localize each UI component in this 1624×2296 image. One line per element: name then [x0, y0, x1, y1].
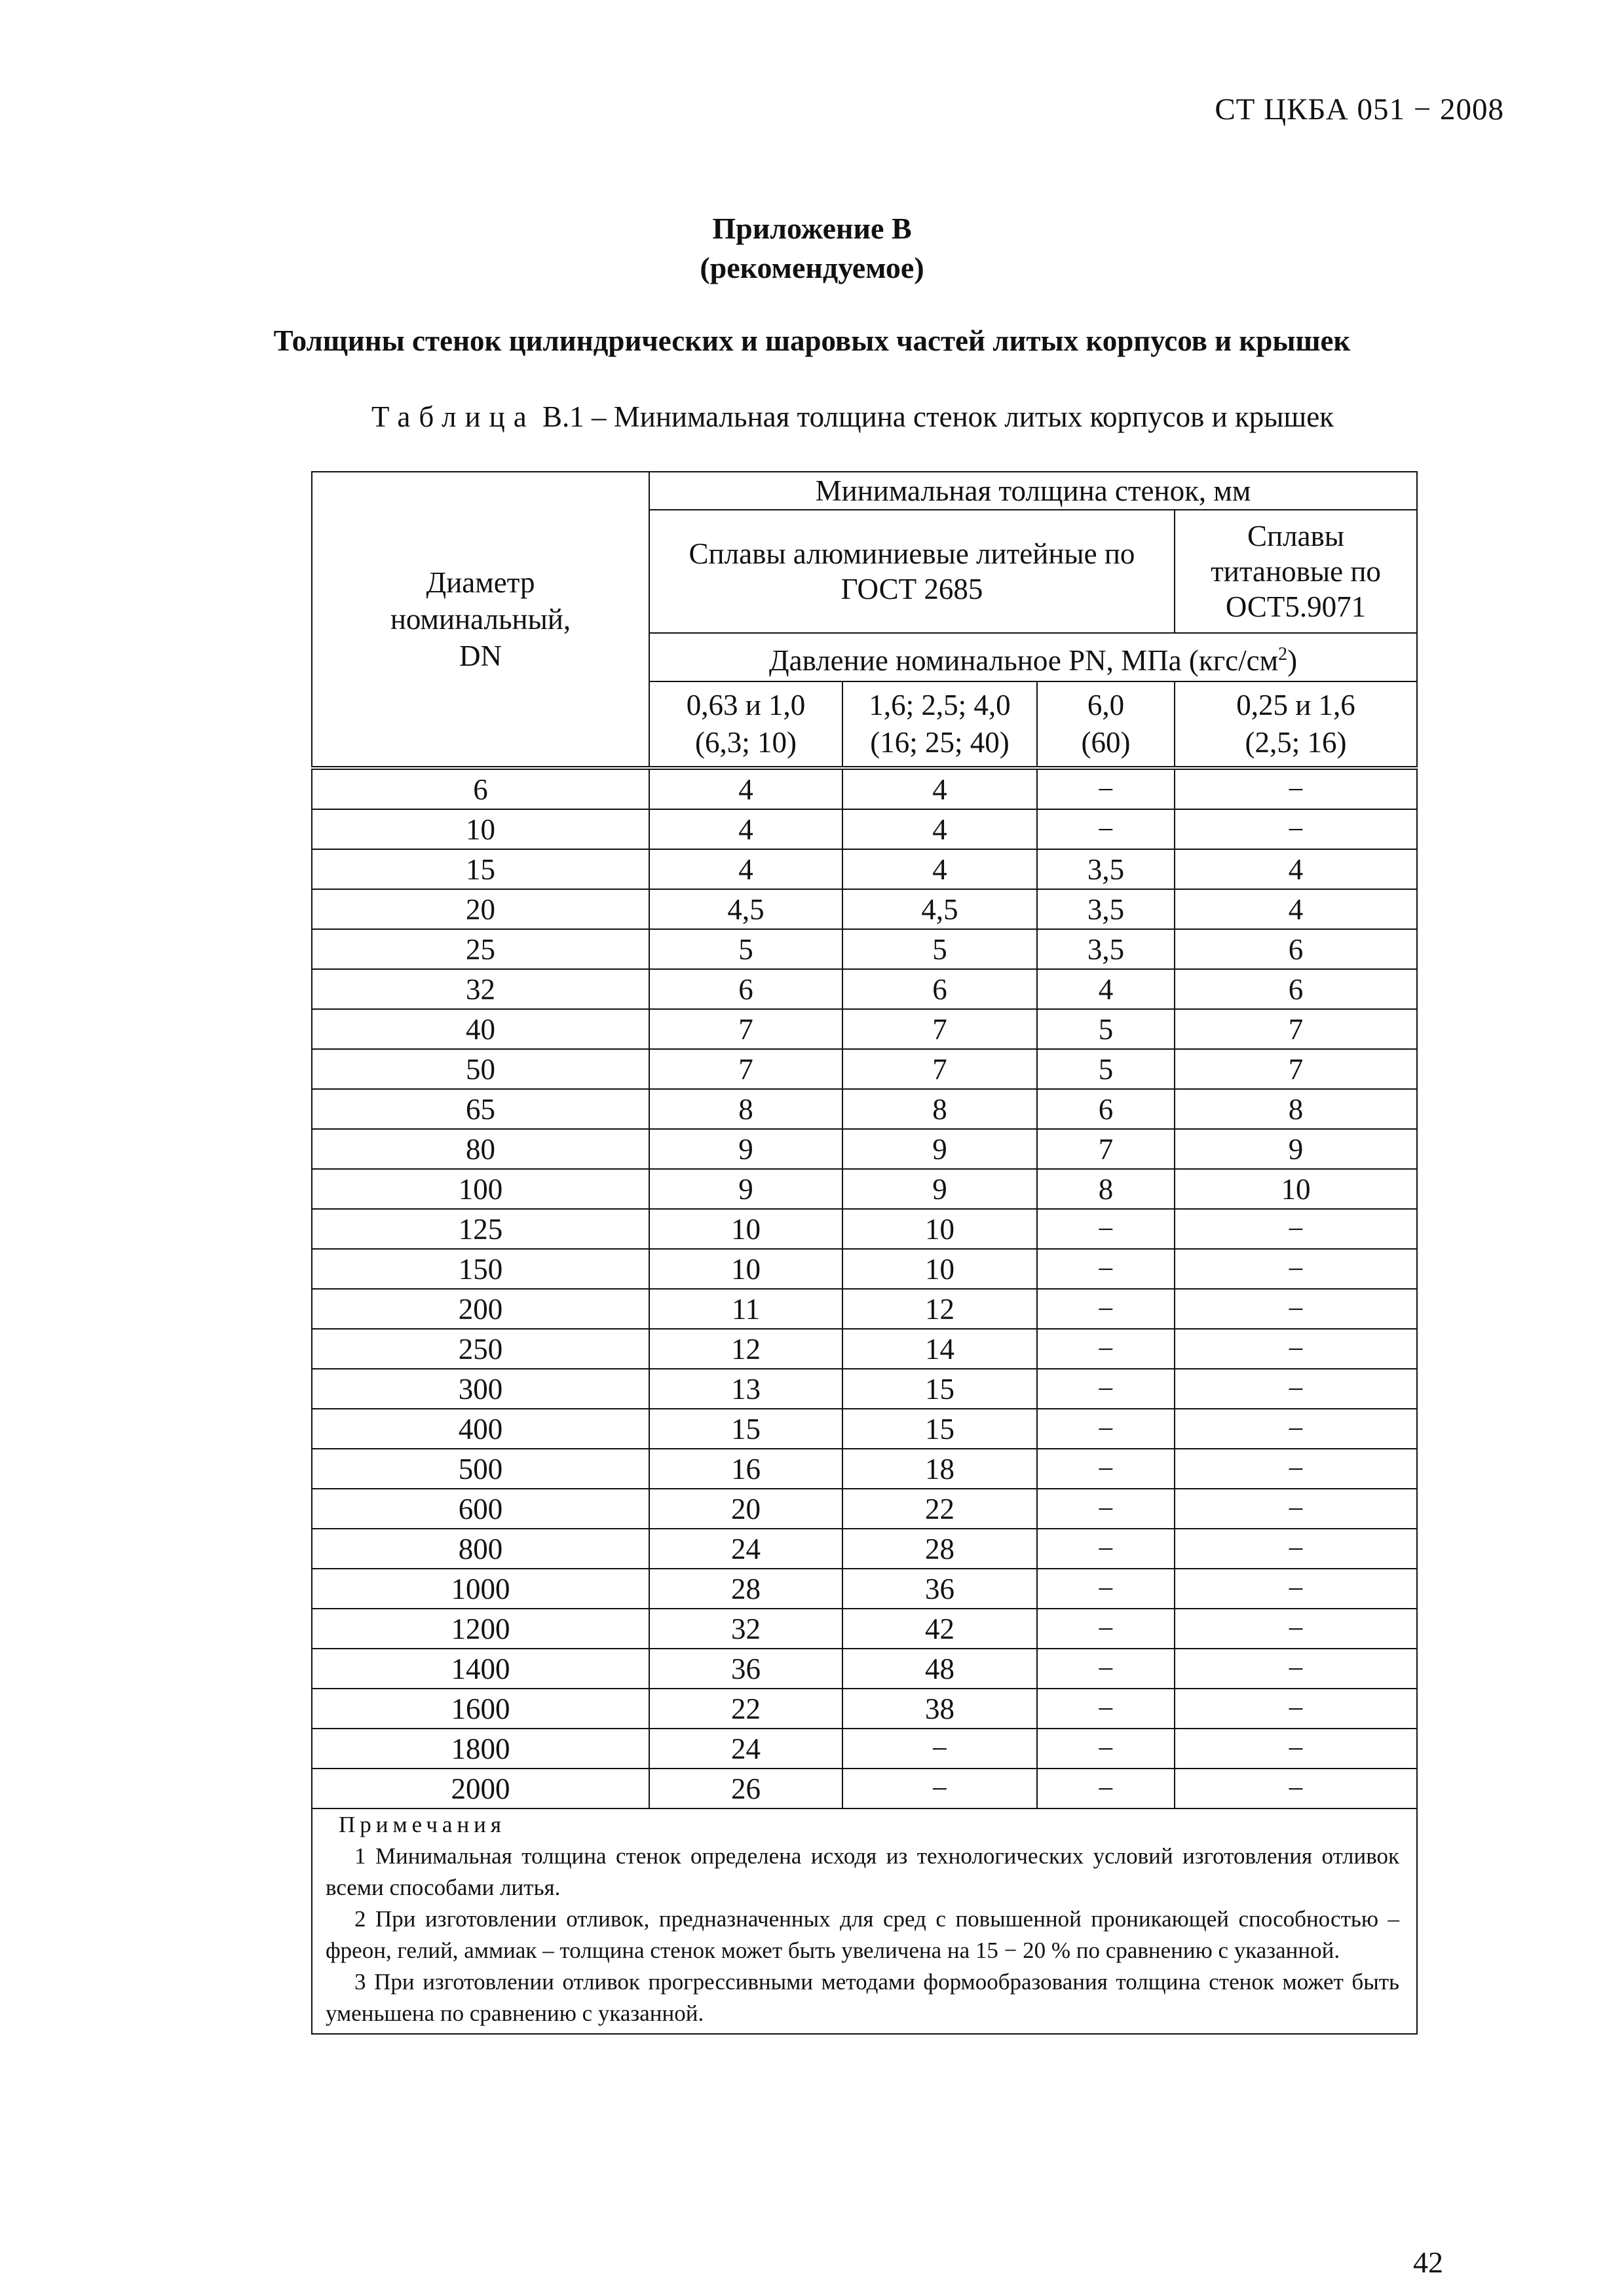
appendix-subtitle: (рекомендуемое): [700, 251, 924, 284]
table-row: [312, 1609, 1417, 1649]
table-row: [312, 969, 1417, 1009]
header-pressure-close: ): [1287, 643, 1298, 677]
cell-thickness: 7: [1037, 1129, 1175, 1169]
cell-thickness: 7: [649, 1009, 842, 1049]
notes-heading: Примечания: [339, 1812, 506, 1837]
header-pn-col-2-line2: (16; 25; 40): [870, 726, 1010, 759]
cell-thickness: 9: [649, 1129, 842, 1169]
header-pn-col-4-line1: 0,25 и 1,6: [1236, 689, 1355, 721]
table-row: [312, 889, 1417, 929]
cell-thickness: −: [1175, 1209, 1417, 1249]
note-item: 2 При изготовлении отливок, предназначенных для сред с повышенной проникающей способностью – фреон, гелий, аммиак – толщина стенок может быть увеличена на 15 − 20 % по сравнению с указанной.: [326, 1906, 1400, 1963]
cell-thickness: 4: [842, 768, 1037, 809]
cell-thickness: −: [1037, 1489, 1175, 1529]
cell-thickness: −: [1175, 1729, 1417, 1769]
header-pn-col-1: [649, 681, 842, 768]
table-row: [312, 768, 1417, 809]
table-row: [312, 1209, 1417, 1249]
cell-thickness: 48: [842, 1649, 1037, 1689]
cell-dn: 80: [312, 1129, 649, 1169]
cell-thickness: −: [1037, 1409, 1175, 1449]
cell-thickness: 15: [649, 1409, 842, 1449]
cell-thickness: 16: [649, 1449, 842, 1489]
cell-thickness: −: [1175, 1649, 1417, 1689]
header-ti-line1: Сплавы: [1247, 520, 1345, 552]
header-al-line2: ГОСТ 2685: [840, 573, 983, 605]
note-item: 1 Минимальная толщина стенок определена исходя из технологических условий изготовления отливок всеми способами литья.: [326, 1843, 1400, 1900]
cell-thickness: 7: [842, 1049, 1037, 1089]
cell-dn: 1400: [312, 1649, 649, 1689]
cell-thickness: 11: [649, 1289, 842, 1329]
cell-dn: 150: [312, 1249, 649, 1289]
cell-thickness: 36: [842, 1569, 1037, 1609]
cell-dn: 2000: [312, 1769, 649, 1808]
table-row: [312, 1769, 1417, 1808]
cell-thickness: 3,5: [1037, 849, 1175, 889]
header-pn-col-3: [1037, 681, 1175, 768]
cell-thickness: −: [1037, 1209, 1175, 1249]
cell-thickness: 7: [1175, 1049, 1417, 1089]
cell-dn: 500: [312, 1449, 649, 1489]
note-item: 3 При изготовлении отливок прогрессивными методами формообразования толщина стенок может быть уменьшена по сравнению с указанной.: [326, 1969, 1400, 2026]
cell-thickness: 5: [842, 929, 1037, 969]
table-row: [312, 809, 1417, 849]
header-pn-col-3-line1: 6,0: [1087, 689, 1125, 721]
header-pn-col-2-line1: 1,6; 2,5; 4,0: [869, 689, 1011, 721]
cell-thickness: 10: [649, 1209, 842, 1249]
cell-thickness: 4: [649, 768, 842, 809]
cell-thickness: 5: [1037, 1009, 1175, 1049]
cell-thickness: 7: [842, 1009, 1037, 1049]
cell-thickness: −: [1037, 1609, 1175, 1649]
header-titanium-alloys: [1175, 510, 1417, 633]
table-notes: [312, 1808, 1417, 2034]
table-caption-prefix: Таблица: [371, 400, 535, 433]
header-dn-line1: Диаметр: [426, 566, 535, 599]
table-row: [312, 1129, 1417, 1169]
cell-dn: 65: [312, 1089, 649, 1129]
cell-thickness: 10: [842, 1249, 1037, 1289]
cell-thickness: 26: [649, 1769, 842, 1808]
cell-thickness: 5: [649, 929, 842, 969]
cell-thickness: 6: [1175, 929, 1417, 969]
cell-dn: 1000: [312, 1569, 649, 1609]
cell-dn: 1200: [312, 1609, 649, 1649]
cell-thickness: −: [1037, 768, 1175, 809]
cell-thickness: −: [1175, 1329, 1417, 1369]
header-pn-col-1-line2: (6,3; 10): [695, 726, 797, 759]
cell-thickness: −: [1037, 1689, 1175, 1729]
cell-thickness: 15: [842, 1409, 1037, 1449]
cell-thickness: −: [1037, 1769, 1175, 1808]
cell-thickness: −: [1037, 1449, 1175, 1489]
cell-thickness: 20: [649, 1489, 842, 1529]
cell-dn: 800: [312, 1529, 649, 1569]
header-ti-line3: ОСТ5.9071: [1225, 590, 1367, 623]
cell-thickness: 6: [649, 969, 842, 1009]
cell-thickness: −: [1037, 1729, 1175, 1769]
cell-thickness: 13: [649, 1369, 842, 1409]
cell-dn: 600: [312, 1489, 649, 1529]
cell-thickness: 18: [842, 1449, 1037, 1489]
cell-thickness: 4: [1175, 889, 1417, 929]
table-row: [312, 1529, 1417, 1569]
cell-thickness: 4: [1037, 969, 1175, 1009]
cell-thickness: 8: [1175, 1089, 1417, 1129]
cell-thickness: 12: [649, 1329, 842, 1369]
cell-dn: 1600: [312, 1689, 649, 1729]
header-al-line1: Сплавы алюминиевые литейные по: [689, 537, 1135, 570]
cell-thickness: 4: [842, 809, 1037, 849]
cell-thickness: −: [1175, 1369, 1417, 1409]
header-dn-line3: DN: [459, 640, 502, 672]
cell-thickness: −: [1175, 1449, 1417, 1489]
header-pressure: [649, 633, 1417, 681]
cell-thickness: 10: [842, 1209, 1037, 1249]
cell-thickness: −: [1175, 1409, 1417, 1449]
cell-thickness: 9: [842, 1129, 1037, 1169]
appendix-title: Приложение В: [712, 212, 912, 245]
cell-dn: 250: [312, 1329, 649, 1369]
cell-thickness: 10: [649, 1249, 842, 1289]
cell-thickness: 4: [649, 849, 842, 889]
table-row: [312, 1049, 1417, 1089]
table-caption-text: В.1 – Минимальная толщина стенок литых корпусов и крышек: [542, 400, 1334, 433]
table-row: [312, 1249, 1417, 1289]
header-pressure-text: Давление номинальное PN, МПа (кгс/см: [768, 643, 1279, 677]
cell-dn: 10: [312, 809, 649, 849]
cell-dn: 15: [312, 849, 649, 889]
table-caption: [371, 400, 1334, 434]
header-dn: [312, 472, 649, 768]
table-row: [312, 1689, 1417, 1729]
table-row: [312, 1329, 1417, 1369]
cell-thickness: −: [1175, 1769, 1417, 1808]
cell-thickness: −: [1175, 1289, 1417, 1329]
cell-thickness: 32: [649, 1609, 842, 1649]
cell-thickness: 9: [649, 1169, 842, 1209]
cell-thickness: 7: [649, 1049, 842, 1089]
cell-thickness: 15: [842, 1369, 1037, 1409]
cell-dn: 400: [312, 1409, 649, 1449]
cell-thickness: 9: [1175, 1129, 1417, 1169]
header-ti-line2: титановые по: [1211, 555, 1381, 588]
cell-thickness: −: [1175, 1529, 1417, 1569]
cell-thickness: 28: [842, 1529, 1037, 1569]
cell-thickness: −: [1175, 809, 1417, 849]
cell-thickness: 6: [842, 969, 1037, 1009]
header-pn-col-3-line2: (60): [1081, 726, 1131, 759]
header-min-thickness: Минимальная толщина стенок, мм: [649, 472, 1417, 510]
header-aluminium-alloys: [649, 510, 1175, 633]
cell-thickness: 4: [1175, 849, 1417, 889]
table-row: [312, 1089, 1417, 1129]
cell-thickness: 3,5: [1037, 889, 1175, 929]
cell-thickness: −: [1037, 1569, 1175, 1609]
cell-thickness: 42: [842, 1609, 1037, 1649]
cell-thickness: 38: [842, 1689, 1037, 1729]
cell-dn: 100: [312, 1169, 649, 1209]
cell-dn: 1800: [312, 1729, 649, 1769]
cell-thickness: −: [1175, 1609, 1417, 1649]
cell-thickness: 6: [1037, 1089, 1175, 1129]
section-title: Толщины стенок цилиндрических и шаровых частей литых корпусов и крышек: [273, 324, 1351, 357]
cell-thickness: 4: [842, 849, 1037, 889]
cell-thickness: 24: [649, 1729, 842, 1769]
cell-thickness: 9: [842, 1169, 1037, 1209]
table-row: [312, 849, 1417, 889]
wall-thickness-table: [311, 471, 1418, 2035]
cell-dn: 25: [312, 929, 649, 969]
header-pn-col-1-line1: 0,63 и 1,0: [686, 689, 806, 721]
cell-thickness: −: [1037, 1369, 1175, 1409]
cell-thickness: 4,5: [842, 889, 1037, 929]
cell-thickness: 28: [649, 1569, 842, 1609]
cell-thickness: 8: [842, 1089, 1037, 1129]
table-row: [312, 1729, 1417, 1769]
header-pn-col-4: [1175, 681, 1417, 768]
cell-thickness: 5: [1037, 1049, 1175, 1089]
cell-thickness: −: [1037, 809, 1175, 849]
cell-dn: 200: [312, 1289, 649, 1329]
header-pn-col-4-line2: (2,5; 16): [1245, 726, 1347, 759]
table-row: [312, 929, 1417, 969]
cell-thickness: −: [1175, 1689, 1417, 1729]
cell-thickness: −: [1037, 1249, 1175, 1289]
table-row: [312, 1449, 1417, 1489]
cell-dn: 50: [312, 1049, 649, 1089]
document-code: СТ ЦКБА 051 − 2008: [1215, 92, 1504, 126]
cell-dn: 300: [312, 1369, 649, 1409]
table-row: [312, 1569, 1417, 1609]
cell-thickness: −: [1037, 1649, 1175, 1689]
cell-thickness: 14: [842, 1329, 1037, 1369]
cell-thickness: 22: [649, 1689, 842, 1729]
cell-thickness: 4,5: [649, 889, 842, 929]
cell-thickness: −: [1175, 1569, 1417, 1609]
header-pn-col-2: [842, 681, 1037, 768]
cell-dn: 32: [312, 969, 649, 1009]
table-row: [312, 1489, 1417, 1529]
cell-thickness: −: [842, 1729, 1037, 1769]
cell-thickness: 4: [649, 809, 842, 849]
cell-thickness: −: [1037, 1329, 1175, 1369]
table-row: [312, 1649, 1417, 1689]
cell-thickness: 36: [649, 1649, 842, 1689]
header-dn-line2: номинальный,: [390, 603, 571, 636]
cell-thickness: −: [1175, 1249, 1417, 1289]
cell-thickness: 8: [649, 1089, 842, 1129]
header-pressure-sup: 2: [1278, 643, 1288, 664]
cell-thickness: 6: [1175, 969, 1417, 1009]
table-row: [312, 1409, 1417, 1449]
cell-thickness: 22: [842, 1489, 1037, 1529]
table-row: [312, 1169, 1417, 1209]
cell-thickness: 10: [1175, 1169, 1417, 1209]
cell-dn: 6: [312, 768, 649, 809]
table-row: [312, 1009, 1417, 1049]
cell-dn: 40: [312, 1009, 649, 1049]
cell-thickness: 7: [1175, 1009, 1417, 1049]
cell-thickness: 3,5: [1037, 929, 1175, 969]
table-row: [312, 1369, 1417, 1409]
cell-thickness: −: [1037, 1529, 1175, 1569]
cell-thickness: −: [1037, 1289, 1175, 1329]
page-number: 42: [1413, 2246, 1443, 2279]
table-body: [312, 768, 1417, 1808]
cell-dn: 20: [312, 889, 649, 929]
cell-thickness: −: [1175, 768, 1417, 809]
cell-thickness: −: [1175, 1489, 1417, 1529]
table-row: [312, 1289, 1417, 1329]
cell-thickness: 24: [649, 1529, 842, 1569]
cell-thickness: 8: [1037, 1169, 1175, 1209]
cell-thickness: −: [842, 1769, 1037, 1808]
cell-dn: 125: [312, 1209, 649, 1249]
cell-thickness: 12: [842, 1289, 1037, 1329]
